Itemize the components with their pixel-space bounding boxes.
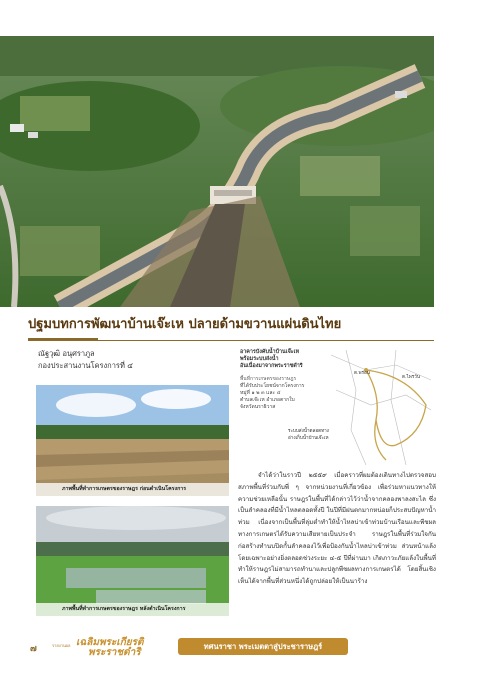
map-legend-body-4: ตำบลเจ๊ะเห อำเภอตากใบ — [240, 397, 295, 403]
logo-line-1: เฉลิมพระเกียรติ — [76, 637, 144, 648]
photo-after-project — [36, 506, 229, 616]
hero-aerial-photo — [0, 36, 434, 307]
article-headline — [28, 313, 434, 341]
map-label-right: ต.ไพรวัน — [402, 375, 420, 380]
map-label-bottom-2: อ่างเก็บน้ำบ้านเจ๊ะเห — [288, 436, 329, 441]
publication-logo — [52, 636, 172, 658]
article-title: ปฐมบทการพัฒนาบ้านเจ๊ะเห ปลายด้ามขวานแผ่นดินไทย — [28, 317, 342, 332]
map-legend-title-3: อันเนื่องมาจากพระราชดำริ — [240, 363, 303, 369]
photo-before-project — [36, 385, 229, 496]
author-block — [38, 348, 133, 372]
logo-line-2: พระราชดำริ — [88, 647, 141, 658]
footer-section-tag: ทศนราชา พระเมตตาสู่ประชาราษฎร์ — [178, 638, 348, 655]
map-legend — [240, 349, 335, 411]
body-paragraph: จำได้ว่าในราวปี ๒๕๕๙ เมื่อคราวที่ผมต้องเดินทางไปตรวจสอบสภาพพื้นที่ร่วมกับพี่ ๆ จากหน่วยงานที่เกี่ยวข้อง เพื่อร่วมหาแนวทางให้ความช่วยเหลือนั้น ราษฎรในพื้นที่ได้กล่าวไว้ว่าน้ำจากคลองพาลงสะไล ซึ่งเป็นลำคลองที่มีน้ำไหลตลอดทั้งปี ในปีที่มีฝนตกมากหน่อยก็ประสบปัญหาน้ำท่วม เนื่องจากเป็นพื้นที่ลุ่มต่ำทำให้น้ำไหลบ่าเข้าท่วมบ้านเรือนและพืชผลทางการเกษตรได้รับความเสียหายเป็นประจำ ราษฎรในพื้นที่ร่วมใจกันก่อสร้างทำนบปิดกั้นลำคลองไว้เพื่อป้องกันน้ำไหลบ่าเข้าท่วม ส่วนหน้าแล้ง โดยเฉพาะอย่างยิ่งตลอดช่วงระยะ ๔-๕ ปีที่ผ่านมา เกิดภาวะภัยแล้งในพื้นที่ทำให้ราษฎรไม่สามารถทำนาและปลูกพืชผลทางการเกษตรได้ โดยสิ้นเชิงเห็นได้จากพื้นที่ส่วนหนึ่งได้ถูกปล่อยให้เป็นนาร้าง — [238, 472, 436, 586]
logo-small-text: รายงานผล — [52, 643, 71, 648]
author-name: ณัฐวุฒิ อนุศราภูล — [38, 349, 95, 358]
author-department: กองประสานงานโครงการที่ ๔ — [38, 361, 133, 370]
page-footer — [28, 636, 448, 658]
page-number: ๗ — [30, 644, 37, 654]
map-legend-title-2: พร้อมระบบส่งน้ำ — [240, 356, 279, 362]
map-legend-title-1: อาคารบังคับน้ำบ้านเจ๊ะเห — [240, 349, 300, 355]
photo-before-caption: ภาพพื้นที่ทำการเกษตรของราษฎร ก่อนดำเนินโครงการ — [36, 483, 229, 496]
headline-accent-bar — [28, 338, 98, 341]
map-label-top: ต.พร่อน — [354, 371, 370, 376]
project-map — [288, 350, 436, 465]
map-legend-body-2: ที่ได้รับประโยชน์จากโครงการ — [240, 383, 305, 389]
map-legend-body-5: จังหวัดนราธิวาส — [240, 404, 276, 410]
photo-after-caption: ภาพพื้นที่ทำการเกษตรของราษฎร หลังดำเนินโครงการ — [36, 603, 229, 616]
map-legend-body-3: หมู่ที่ ๑ ๒ ๓ และ ๔ — [240, 390, 281, 396]
map-legend-body-1: พื้นที่การเกษตรของราษฎร — [240, 376, 297, 382]
map-label-bottom-1: ระบบส่งน้ำตลอดทาง — [288, 429, 329, 434]
article-body — [238, 470, 436, 588]
